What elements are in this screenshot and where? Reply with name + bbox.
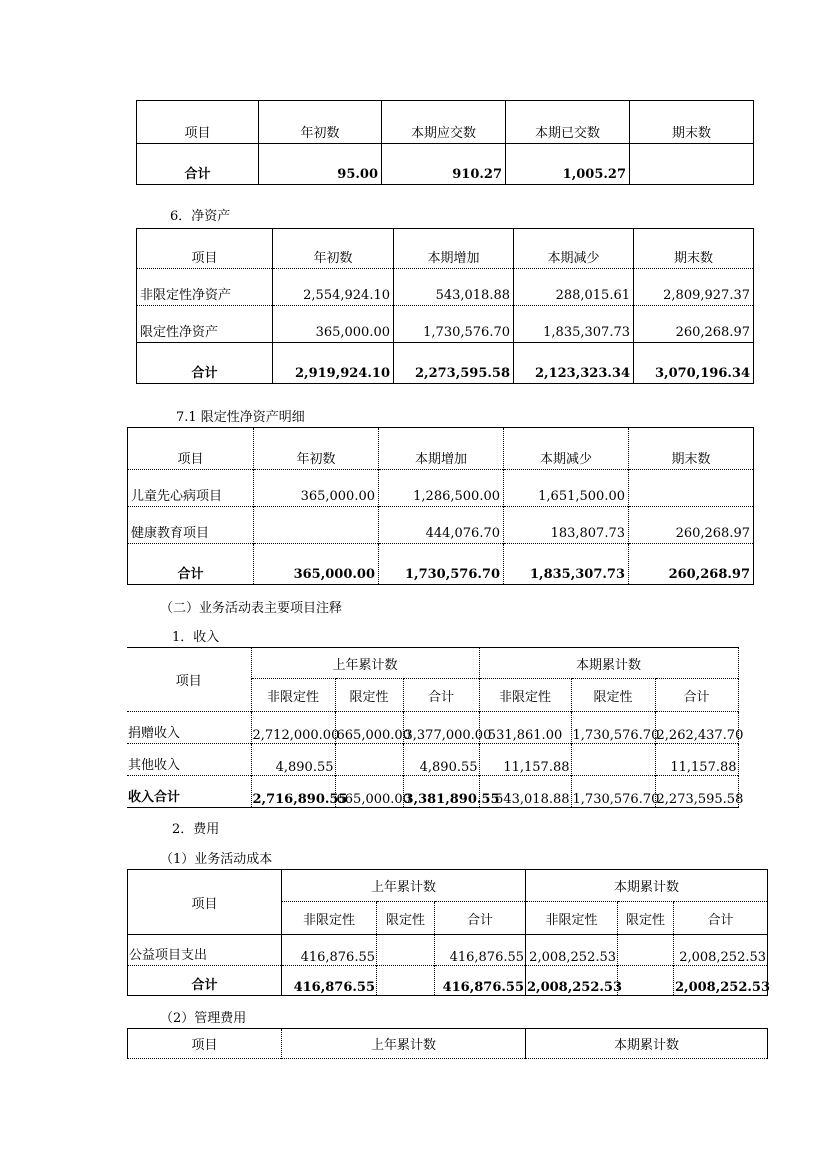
table-cell: 2,273,595.58 xyxy=(394,343,514,384)
total-row xyxy=(128,544,754,585)
header-opening: 年初数 xyxy=(254,428,379,470)
table-cell: 416,876.55 xyxy=(282,935,377,966)
table-header-row xyxy=(137,101,754,144)
table-cell: 2,554,924.10 xyxy=(273,269,394,306)
business-cost-table xyxy=(127,869,771,996)
taxes-table xyxy=(136,100,754,185)
section-income-title: 1．收入 xyxy=(172,630,220,645)
header-prev-year: 上年累计数 xyxy=(282,1029,526,1059)
table-cell: 1,730,576.70 xyxy=(571,712,655,744)
table-cell xyxy=(629,470,754,507)
header-total: 合计 xyxy=(674,902,768,935)
table-cell: 3,377,000.00 xyxy=(403,712,479,744)
header-item: 项目 xyxy=(191,896,218,912)
table-cell: 2,008,252.53 xyxy=(526,966,618,996)
table-row xyxy=(137,306,754,343)
row-label: 健康教育项目 xyxy=(128,507,254,544)
table-cell: 2,008,252.53 xyxy=(526,935,618,966)
table-cell: 288,015.61 xyxy=(514,269,634,306)
table-cell: 416,876.55 xyxy=(435,966,526,996)
table-cell: 1,651,500.00 xyxy=(504,470,629,507)
table-cell: 1,286,500.00 xyxy=(379,470,504,507)
table-cell: 2,123,323.34 xyxy=(514,343,634,384)
header-unrestricted: 非限定性 xyxy=(282,902,377,935)
table-row xyxy=(128,507,754,544)
header-total: 合计 xyxy=(403,679,479,712)
header-unrestricted: 非限定性 xyxy=(251,679,335,712)
restricted-table xyxy=(127,427,754,585)
table-cell: 416,876.55 xyxy=(282,966,377,996)
total-label: 合计 xyxy=(128,966,282,996)
header-item: 项目 xyxy=(191,251,218,266)
header-current: 本期累计数 xyxy=(479,648,738,679)
table-cell xyxy=(618,935,674,966)
total-row xyxy=(128,966,768,996)
table-cell: 543,018.88 xyxy=(479,776,571,808)
total-row xyxy=(137,144,754,185)
table-cell: 260,268.97 xyxy=(629,507,754,544)
table-header-row xyxy=(127,648,738,679)
header-unrestricted: 非限定性 xyxy=(479,679,571,712)
row-label: 非限定性净资产 xyxy=(137,269,273,306)
table-row xyxy=(128,470,754,507)
section-restricted-title: 7.1 限定性净资产明细 xyxy=(176,410,305,425)
row-label: 其他收入 xyxy=(127,744,251,776)
table-cell: 4,890.55 xyxy=(403,744,479,776)
income-table xyxy=(127,647,744,808)
total-label: 收入合计 xyxy=(127,776,251,808)
header-item: 项目 xyxy=(177,452,204,467)
table-cell: 2,262,437.70 xyxy=(655,712,738,744)
table-row xyxy=(137,269,754,306)
table-row xyxy=(127,712,738,744)
header-restricted: 限定性 xyxy=(377,902,435,935)
table-cell xyxy=(571,744,655,776)
header-total: 合计 xyxy=(655,679,738,712)
header-payable: 本期应交数 xyxy=(382,101,506,144)
table-cell: 365,000.00 xyxy=(273,306,394,343)
table-cell: 1,835,307.73 xyxy=(514,306,634,343)
admin-expense-table xyxy=(127,1028,768,1059)
table-cell: 1,730,576.70 xyxy=(379,544,504,585)
section-admin-title: （2）管理费用 xyxy=(160,1011,247,1026)
table-cell: 260,268.97 xyxy=(629,544,754,585)
header-item: 项目 xyxy=(184,126,211,141)
header-item: 项目 xyxy=(127,648,251,712)
table-cell: 416,876.55 xyxy=(435,935,526,966)
table-cell xyxy=(335,744,403,776)
header-opening: 年初数 xyxy=(259,101,382,144)
table-cell: 2,273,595.58 xyxy=(655,776,738,808)
table-cell xyxy=(377,966,435,996)
header-increase: 本期增加 xyxy=(379,428,504,470)
table-cell: 183,807.73 xyxy=(504,507,629,544)
table-cell: 1,005.27 xyxy=(506,144,630,185)
header-restricted: 限定性 xyxy=(618,902,674,935)
header-current: 本期累计数 xyxy=(526,870,768,902)
row-label: 儿童先心病项目 xyxy=(128,470,254,507)
table-header-row xyxy=(137,229,754,269)
table-cell: 260,268.97 xyxy=(634,306,754,343)
total-row xyxy=(137,343,754,384)
table-cell: 543,018.88 xyxy=(394,269,514,306)
table-cell: 2,716,890.55 xyxy=(251,776,335,808)
table-cell xyxy=(618,966,674,996)
header-prev-year: 上年累计数 xyxy=(282,870,526,902)
table-cell xyxy=(630,144,754,185)
net-assets-table xyxy=(136,228,754,384)
header-increase: 本期增加 xyxy=(394,229,514,269)
row-label: 捐赠收入 xyxy=(127,712,251,744)
table-row xyxy=(128,935,768,966)
table-cell: 4,890.55 xyxy=(251,744,335,776)
table-cell: 910.27 xyxy=(382,144,506,185)
header-current: 本期累计数 xyxy=(526,1029,768,1059)
total-label: 合计 xyxy=(137,343,273,384)
section-net-assets-title: 6．净资产 xyxy=(170,209,231,224)
table-header-row xyxy=(128,870,768,902)
header-restricted: 限定性 xyxy=(335,679,403,712)
section-business-cost-title: （1）业务活动成本 xyxy=(160,852,273,867)
row-label: 公益项目支出 xyxy=(128,935,282,966)
table-cell: 365,000.00 xyxy=(254,470,379,507)
section-activity-title: （二）业务活动表主要项目注释 xyxy=(160,601,343,616)
table-header-row xyxy=(128,1029,768,1059)
table-cell: 531,861.00 xyxy=(479,712,571,744)
header-decrease: 本期减少 xyxy=(514,229,634,269)
table-cell: 2,712,000.00 xyxy=(251,712,335,744)
table-row xyxy=(127,744,738,776)
total-label: 合计 xyxy=(128,544,254,585)
header-restricted: 限定性 xyxy=(571,679,655,712)
table-cell: 1,835,307.73 xyxy=(504,544,629,585)
table-header-row xyxy=(128,428,754,470)
table-cell: 3,381,890.55 xyxy=(403,776,479,808)
header-paid: 本期已交数 xyxy=(506,101,630,144)
table-cell: 2,008,252.53 xyxy=(674,966,768,996)
table-cell xyxy=(377,935,435,966)
table-cell xyxy=(254,507,379,544)
header-closing: 期末数 xyxy=(630,101,754,144)
section-expense-title: 2．费用 xyxy=(172,822,220,837)
header-decrease: 本期减少 xyxy=(504,428,629,470)
table-cell: 665,000.00 xyxy=(335,712,403,744)
header-closing: 期末数 xyxy=(629,428,754,470)
table-cell: 2,919,924.10 xyxy=(273,343,394,384)
header-prev-year: 上年累计数 xyxy=(251,648,479,679)
table-cell: 1,730,576.70 xyxy=(394,306,514,343)
table-cell: 11,157.88 xyxy=(655,744,738,776)
total-label: 合计 xyxy=(137,144,259,185)
total-row xyxy=(127,776,738,808)
header-closing: 期末数 xyxy=(634,229,754,269)
table-cell: 1,730,576.70 xyxy=(571,776,655,808)
table-cell: 2,008,252.53 xyxy=(674,935,768,966)
header-unrestricted: 非限定性 xyxy=(526,902,618,935)
table-cell: 665,000.00 xyxy=(335,776,403,808)
header-item: 项目 xyxy=(191,1038,218,1053)
table-cell: 2,809,927.37 xyxy=(634,269,754,306)
table-cell: 95.00 xyxy=(259,144,382,185)
table-cell: 3,070,196.34 xyxy=(634,343,754,384)
header-opening: 年初数 xyxy=(273,229,394,269)
table-cell: 365,000.00 xyxy=(254,544,379,585)
table-cell: 11,157.88 xyxy=(479,744,571,776)
row-label: 限定性净资产 xyxy=(137,306,273,343)
table-cell: 444,076.70 xyxy=(379,507,504,544)
header-total: 合计 xyxy=(435,902,526,935)
